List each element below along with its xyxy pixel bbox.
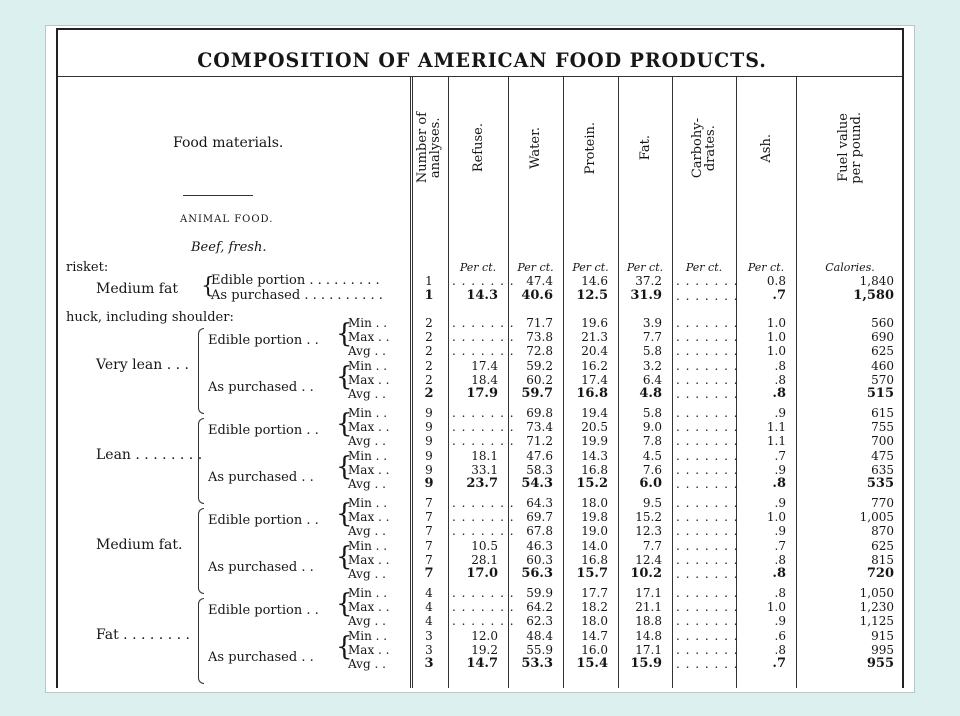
table-frame <box>56 28 904 688</box>
empty-cell: . . . . . . . <box>676 406 739 420</box>
stat-label: Avg . . <box>348 387 386 401</box>
column-header-label: Fuel value per pound. <box>836 112 864 184</box>
column-header-label: Carbohy- drates. <box>690 117 718 179</box>
stat-label: Max . . <box>348 553 390 567</box>
empty-cell: . . . . . . . <box>676 420 739 434</box>
cell-ash: .8 <box>774 586 786 600</box>
cell-ash: 1.0 <box>766 600 786 614</box>
cell-ash: .8 <box>772 386 786 401</box>
cell-ash: 1.1 <box>766 434 786 448</box>
cell-protein: 19.0 <box>581 524 608 538</box>
cell-water: 40.6 <box>521 288 553 303</box>
empty-cell: . . . . . . . <box>676 524 739 538</box>
unit-label: Per ct. <box>685 261 723 274</box>
cell-protein: 16.0 <box>581 643 608 657</box>
cell-refuse: 18.1 <box>471 449 498 463</box>
cell-protein: 16.2 <box>581 359 608 373</box>
cell-fat: 5.8 <box>642 406 662 420</box>
cell-refuse: 18.4 <box>471 373 498 387</box>
cell-fat: 31.9 <box>630 288 662 303</box>
label-lean-edible: Edible portion . . <box>208 423 319 438</box>
stat-label: Min . . <box>348 449 388 463</box>
cell-fat: 9.0 <box>642 420 662 434</box>
cell-refuse: 17.9 <box>466 386 498 401</box>
cell-fuel: 475 <box>871 449 894 463</box>
empty-cell: . . . . . . . <box>452 274 515 288</box>
unit-label: Calories. <box>825 261 875 274</box>
cell-refuse: 17.4 <box>471 359 498 373</box>
scanned-page <box>45 25 915 693</box>
stat-label: Min . . <box>348 586 388 600</box>
cell-n: 4 <box>425 586 433 600</box>
cell-water: 58.3 <box>526 463 553 477</box>
stat-label: Min . . <box>348 496 388 510</box>
empty-cell: . . . . . . . <box>676 463 739 477</box>
cell-ash: .9 <box>774 614 786 628</box>
cell-ash: 1.1 <box>766 420 786 434</box>
cell-water: 62.3 <box>526 614 553 628</box>
cell-fat: 7.8 <box>642 434 662 448</box>
cell-fuel: 635 <box>871 463 894 477</box>
cell-water: 71.2 <box>526 434 553 448</box>
label-very-lean-purchased: As purchased . . <box>208 380 314 395</box>
empty-cell: . . . . . . . <box>676 359 739 373</box>
empty-cell: . . . . . . . <box>452 614 515 628</box>
empty-cell: . . . . . . . <box>676 567 739 581</box>
unit-label: Per ct. <box>747 261 785 274</box>
column-header-label: Protein. <box>583 121 598 175</box>
cell-protein: 16.8 <box>581 553 608 567</box>
cell-protein: 14.0 <box>581 539 608 553</box>
cell-n: 2 <box>425 373 433 387</box>
cell-fat: 15.2 <box>635 510 662 524</box>
cell-ash: .9 <box>774 406 786 420</box>
cell-n: 4 <box>425 600 433 614</box>
cell-n: 2 <box>425 316 433 330</box>
empty-cell: . . . . . . . <box>676 344 739 358</box>
cell-protein: 19.9 <box>581 434 608 448</box>
stat-label: Max . . <box>348 463 390 477</box>
cell-water: 48.4 <box>526 629 553 643</box>
empty-cell: . . . . . . . <box>452 420 515 434</box>
cell-protein: 19.4 <box>581 406 608 420</box>
cell-fat: 7.6 <box>642 463 662 477</box>
cell-fuel: 625 <box>871 539 894 553</box>
cell-fuel: 1,580 <box>853 288 894 303</box>
cell-fuel: 755 <box>871 420 894 434</box>
cell-water: 73.8 <box>526 330 553 344</box>
cell-n: 7 <box>425 510 433 524</box>
group-very-lean: Very lean . . . <box>96 357 189 373</box>
label-brisket-edible: Edible portion . . . . . . . . . <box>211 273 380 288</box>
stat-label: Min . . <box>348 316 388 330</box>
cell-ash: .7 <box>772 288 786 303</box>
cell-water: 46.3 <box>526 539 553 553</box>
bracket-fat <box>198 598 204 684</box>
cell-water: 56.3 <box>521 566 553 581</box>
cell-fuel: 560 <box>871 316 894 330</box>
cell-fat: 7.7 <box>642 330 662 344</box>
header-rule <box>58 76 902 77</box>
cell-fuel: 515 <box>866 386 894 401</box>
column-header-label: Water. <box>528 127 543 169</box>
food-materials-header: Food materials. <box>173 135 284 151</box>
cell-water: 54.3 <box>521 476 553 491</box>
stat-label: Min . . <box>348 406 388 420</box>
cell-fuel: 995 <box>871 643 894 657</box>
stat-label: Min . . <box>348 539 388 553</box>
empty-cell: . . . . . . . <box>676 539 739 553</box>
stat-label: Avg . . <box>348 524 386 538</box>
page-title: COMPOSITION OF AMERICAN FOOD PRODUCTS. <box>197 48 767 72</box>
cell-n: 1 <box>425 274 433 288</box>
empty-cell: . . . . . . . <box>676 289 739 303</box>
cell-ash: .8 <box>772 476 786 491</box>
cell-fuel: 1,840 <box>859 274 894 288</box>
cell-n: 2 <box>425 344 433 358</box>
cell-n: 3 <box>424 656 434 671</box>
column-header-protein <box>563 98 618 198</box>
cell-protein: 16.8 <box>581 463 608 477</box>
cell-n: 1 <box>424 288 434 303</box>
cell-ash: 1.0 <box>766 344 786 358</box>
cell-protein: 17.4 <box>581 373 608 387</box>
section-animal-food: ANIMAL FOOD. <box>180 214 274 225</box>
group-brisket: risket: <box>66 260 109 275</box>
cell-fat: 12.3 <box>635 524 662 538</box>
cell-fuel: 700 <box>871 434 894 448</box>
unit-label: Per ct. <box>459 261 497 274</box>
column-rule <box>796 76 797 688</box>
empty-cell: . . . . . . . <box>676 586 739 600</box>
cell-water: 47.4 <box>526 274 553 288</box>
label-fat-purchased: As purchased . . <box>208 650 314 665</box>
cell-protein: 18.0 <box>581 614 608 628</box>
cell-fuel: 535 <box>866 476 894 491</box>
cell-fuel: 870 <box>871 524 894 538</box>
cell-water: 69.7 <box>526 510 553 524</box>
empty-cell: . . . . . . . <box>676 496 739 510</box>
brace-stats: { <box>336 362 353 392</box>
group-medium-fat: Medium fat. <box>96 537 183 553</box>
cell-refuse: 17.0 <box>466 566 498 581</box>
cell-fat: 17.1 <box>635 643 662 657</box>
cell-n: 7 <box>424 566 434 581</box>
stat-label: Max . . <box>348 373 390 387</box>
cell-refuse: 19.2 <box>471 643 498 657</box>
cell-fuel: 955 <box>866 656 894 671</box>
cell-protein: 18.2 <box>581 600 608 614</box>
cell-n: 7 <box>425 553 433 567</box>
cell-n: 7 <box>425 496 433 510</box>
cell-fuel: 815 <box>871 553 894 567</box>
cell-ash: .8 <box>774 643 786 657</box>
cell-fuel: 625 <box>871 344 894 358</box>
empty-cell: . . . . . . . <box>452 524 515 538</box>
empty-cell: . . . . . . . <box>676 449 739 463</box>
label-very-lean-edible: Edible portion . . <box>208 333 319 348</box>
column-header-label: Number of analyses. <box>415 112 443 184</box>
cell-refuse: 12.0 <box>471 629 498 643</box>
column-rule <box>448 76 449 688</box>
section-beef-fresh: Beef, fresh. <box>191 240 267 255</box>
column-rule <box>563 76 564 688</box>
cell-water: 64.3 <box>526 496 553 510</box>
cell-fat: 4.5 <box>642 449 662 463</box>
cell-n: 7 <box>425 524 433 538</box>
cell-fat: 21.1 <box>635 600 662 614</box>
cell-ash: .7 <box>774 539 786 553</box>
cell-ash: 0.8 <box>766 274 786 288</box>
empty-cell: . . . . . . . <box>676 373 739 387</box>
cell-ash: .7 <box>774 449 786 463</box>
unit-label: Per ct. <box>572 261 609 274</box>
empty-cell: . . . . . . . <box>676 629 739 643</box>
stat-label: Max . . <box>348 330 390 344</box>
cell-water: 60.2 <box>526 373 553 387</box>
column-header-refuse <box>448 98 508 198</box>
cell-protein: 20.5 <box>581 420 608 434</box>
bracket-very-lean <box>198 328 204 414</box>
brace-stats: { <box>336 452 353 482</box>
stat-label: Avg . . <box>348 477 386 491</box>
empty-cell: . . . . . . . <box>676 274 739 288</box>
cell-ash: .8 <box>772 566 786 581</box>
cell-water: 69.8 <box>526 406 553 420</box>
cell-ash: .6 <box>774 629 786 643</box>
cell-protein: 12.5 <box>576 288 608 303</box>
cell-water: 55.9 <box>526 643 553 657</box>
cell-fat: 15.9 <box>630 656 662 671</box>
cell-refuse: 33.1 <box>471 463 498 477</box>
cell-water: 59.9 <box>526 586 553 600</box>
cell-protein: 15.2 <box>576 476 608 491</box>
cell-n: 7 <box>425 539 433 553</box>
cell-fat: 3.2 <box>642 359 662 373</box>
cell-fuel: 570 <box>871 373 894 387</box>
cell-water: 53.3 <box>521 656 553 671</box>
cell-protein: 20.4 <box>581 344 608 358</box>
cell-fuel: 915 <box>871 629 894 643</box>
group-brisket-medium-fat: Medium fat <box>96 281 178 297</box>
empty-cell: . . . . . . . <box>452 316 515 330</box>
cell-n: 2 <box>424 386 434 401</box>
brace-stats: { <box>336 409 353 439</box>
cell-fuel: 460 <box>871 359 894 373</box>
column-header-label: Fat. <box>637 135 653 161</box>
cell-ash: 1.0 <box>766 316 786 330</box>
cell-water: 59.7 <box>521 386 553 401</box>
empty-cell: . . . . . . . <box>676 510 739 524</box>
brace-stats: { <box>336 499 353 529</box>
cell-refuse: 14.7 <box>466 656 498 671</box>
label-fat-edible: Edible portion . . <box>208 603 319 618</box>
empty-cell: . . . . . . . <box>452 344 515 358</box>
cell-n: 9 <box>425 406 433 420</box>
empty-cell: . . . . . . . <box>676 657 739 671</box>
cell-n: 9 <box>424 476 434 491</box>
cell-protein: 14.3 <box>581 449 608 463</box>
empty-cell: . . . . . . . <box>452 586 515 600</box>
cell-water: 64.2 <box>526 600 553 614</box>
cell-protein: 17.7 <box>581 586 608 600</box>
cell-protein: 15.4 <box>576 656 608 671</box>
cell-n: 2 <box>425 359 433 373</box>
cell-water: 73.4 <box>526 420 553 434</box>
empty-cell: . . . . . . . <box>452 406 515 420</box>
cell-fat: 9.5 <box>642 496 662 510</box>
column-header-carbo <box>672 98 736 198</box>
label-medium-fat-edible: Edible portion . . <box>208 513 319 528</box>
empty-cell: . . . . . . . <box>676 477 739 491</box>
empty-cell: . . . . . . . <box>452 330 515 344</box>
cell-refuse: 14.3 <box>466 288 498 303</box>
cell-fat: 4.8 <box>639 386 662 401</box>
cell-fuel: 720 <box>866 566 894 581</box>
unit-label: Per ct. <box>517 261 554 274</box>
brace-stats: { <box>336 589 353 619</box>
label-brisket-purchased: As purchased . . . . . . . . . . <box>211 288 383 303</box>
cell-protein: 16.8 <box>576 386 608 401</box>
cell-protein: 14.6 <box>581 274 608 288</box>
cell-water: 67.8 <box>526 524 553 538</box>
bracket-medium-fat <box>198 508 204 594</box>
cell-ash: .8 <box>774 373 786 387</box>
cell-refuse: 28.1 <box>471 553 498 567</box>
column-rule <box>672 76 673 688</box>
stat-label: Avg . . <box>348 344 386 358</box>
cell-n: 9 <box>425 449 433 463</box>
cell-fuel: 690 <box>871 330 894 344</box>
group-chuck: huck, including shoulder: <box>66 310 234 325</box>
stat-label: Avg . . <box>348 567 386 581</box>
stat-label: Min . . <box>348 629 388 643</box>
stat-label: Max . . <box>348 600 390 614</box>
cell-fat: 7.7 <box>642 539 662 553</box>
column-header-ash <box>736 98 796 198</box>
stat-label: Max . . <box>348 643 390 657</box>
cell-fat: 14.8 <box>635 629 662 643</box>
cell-ash: 1.0 <box>766 330 786 344</box>
cell-fat: 18.8 <box>635 614 662 628</box>
label-medium-fat-purchased: As purchased . . <box>208 560 314 575</box>
empty-cell: . . . . . . . <box>676 553 739 567</box>
stat-label: Avg . . <box>348 657 386 671</box>
stat-label: Max . . <box>348 420 390 434</box>
label-lean-purchased: As purchased . . <box>208 470 314 485</box>
cell-n: 3 <box>425 643 433 657</box>
column-header-fuel <box>796 98 904 198</box>
column-rule <box>618 76 619 688</box>
cell-ash: .9 <box>774 496 786 510</box>
cell-fat: 6.4 <box>642 373 662 387</box>
cell-water: 71.7 <box>526 316 553 330</box>
cell-fat: 10.2 <box>630 566 662 581</box>
empty-cell: . . . . . . . <box>452 600 515 614</box>
empty-cell: . . . . . . . <box>676 316 739 330</box>
cell-fuel: 615 <box>871 406 894 420</box>
cell-ash: .7 <box>772 656 786 671</box>
cell-n: 2 <box>425 330 433 344</box>
bracket-lean <box>198 418 204 504</box>
column-header-analyses <box>410 98 448 198</box>
brace-stats: { <box>336 632 353 662</box>
cell-protein: 19.6 <box>581 316 608 330</box>
cell-fat: 37.2 <box>635 274 662 288</box>
empty-cell: . . . . . . . <box>676 330 739 344</box>
cell-water: 72.8 <box>526 344 553 358</box>
cell-n: 4 <box>425 614 433 628</box>
column-header-water <box>508 98 563 198</box>
cell-fuel: 1,005 <box>859 510 894 524</box>
stat-label: Max . . <box>348 510 390 524</box>
cell-water: 59.2 <box>526 359 553 373</box>
empty-cell: . . . . . . . <box>452 434 515 448</box>
cell-refuse: 23.7 <box>466 476 498 491</box>
cell-protein: 21.3 <box>581 330 608 344</box>
unit-label: Per ct. <box>626 261 664 274</box>
cell-ash: .9 <box>774 463 786 477</box>
brace-stats: { <box>336 319 353 349</box>
cell-protein: 15.7 <box>576 566 608 581</box>
cell-n: 9 <box>425 420 433 434</box>
empty-cell: . . . . . . . <box>676 434 739 448</box>
group-fat: Fat . . . . . . . . <box>96 627 190 643</box>
cell-n: 3 <box>425 629 433 643</box>
empty-cell: . . . . . . . <box>452 510 515 524</box>
cell-ash: .8 <box>774 359 786 373</box>
empty-cell: . . . . . . . <box>452 496 515 510</box>
empty-cell: . . . . . . . <box>676 614 739 628</box>
cell-protein: 19.8 <box>581 510 608 524</box>
cell-water: 47.6 <box>526 449 553 463</box>
cell-fuel: 1,230 <box>859 600 894 614</box>
cell-water: 60.3 <box>526 553 553 567</box>
cell-fuel: 1,125 <box>859 614 894 628</box>
empty-cell: . . . . . . . <box>676 643 739 657</box>
cell-n: 9 <box>425 463 433 477</box>
stat-label: Avg . . <box>348 434 386 448</box>
cell-fuel: 1,050 <box>859 586 894 600</box>
empty-cell: . . . . . . . <box>676 387 739 401</box>
food-header-underline <box>183 195 253 196</box>
empty-cell: . . . . . . . <box>676 600 739 614</box>
cell-fat: 17.1 <box>635 586 662 600</box>
cell-ash: .9 <box>774 524 786 538</box>
column-header-fat <box>618 98 672 198</box>
cell-fuel: 770 <box>871 496 894 510</box>
column-header-label: Ash. <box>758 133 774 163</box>
cell-fat: 6.0 <box>639 476 662 491</box>
cell-fat: 5.8 <box>642 344 662 358</box>
brace-stats: { <box>336 542 353 572</box>
stat-label: Avg . . <box>348 614 386 628</box>
cell-protein: 18.0 <box>581 496 608 510</box>
cell-fat: 3.9 <box>642 316 662 330</box>
cell-ash: 1.0 <box>766 510 786 524</box>
cell-fat: 12.4 <box>635 553 662 567</box>
group-lean: Lean . . . . . . . . <box>96 447 203 463</box>
cell-ash: .8 <box>774 553 786 567</box>
cell-refuse: 10.5 <box>471 539 498 553</box>
cell-n: 9 <box>425 434 433 448</box>
cell-protein: 14.7 <box>581 629 608 643</box>
stat-label: Min . . <box>348 359 388 373</box>
column-header-label: Refuse. <box>470 123 486 173</box>
brace-brisket: { <box>201 274 215 299</box>
